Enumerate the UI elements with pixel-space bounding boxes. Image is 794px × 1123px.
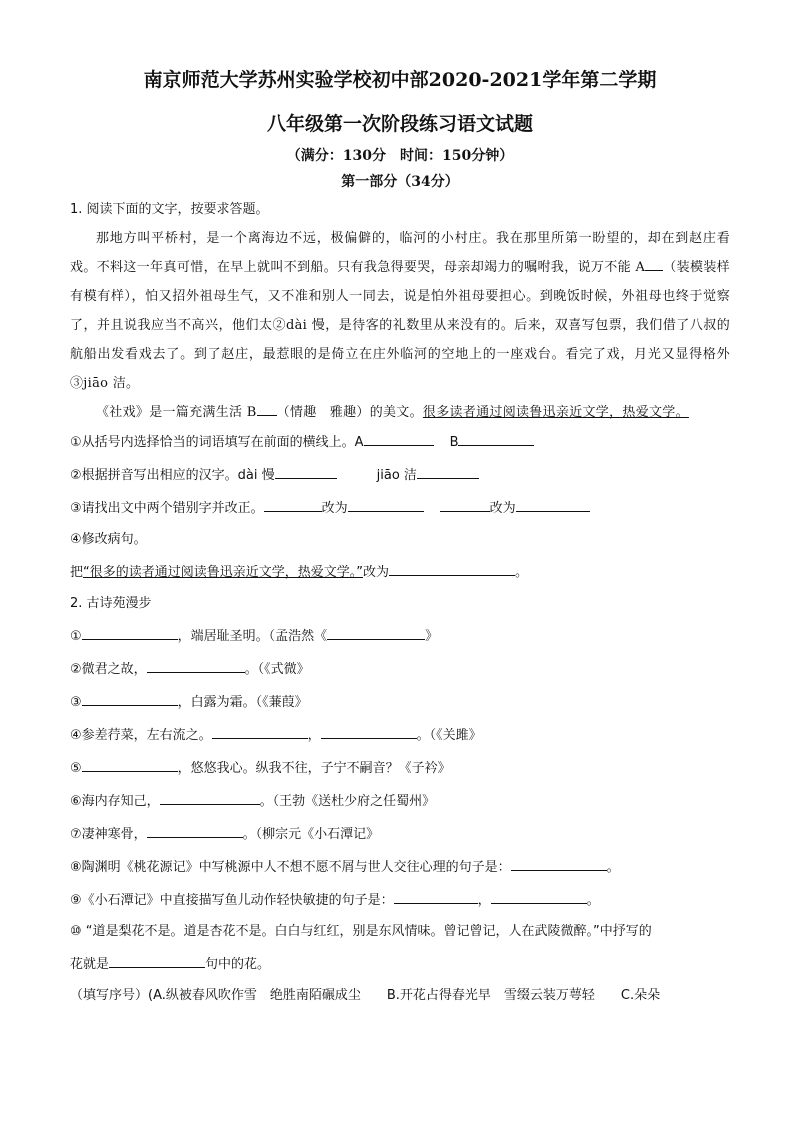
fix-1-blank[interactable] bbox=[348, 497, 424, 512]
q2-l10-text: ⑩ “道是梨花不是。道是杏花不是。白白与红红，别是东风情味。曾记曾记，人在武陵微醉。”中抒写的 bbox=[70, 924, 652, 939]
q1-sub3-prompt: ③请找出文中两个错别字并改正。 bbox=[70, 501, 264, 516]
q2-line-9 bbox=[70, 889, 730, 911]
q2-l1-text: ，端居耻圣明。（孟浩然《 bbox=[177, 629, 328, 644]
q2-l5-num: ⑤ bbox=[70, 761, 82, 776]
question-2-stem: 2. 古诗苑漫步 bbox=[70, 596, 152, 611]
q2-l2-text: ②微君之故， bbox=[70, 662, 147, 677]
q2-l4-text: ④参差荇菜，左右流之。 bbox=[70, 728, 212, 743]
q2-l9-comma: ， bbox=[477, 893, 491, 908]
q2-l3-text: ，白露为霜。（《蒹葭》 bbox=[177, 695, 308, 710]
q2-l10-prefix: 花就是 bbox=[70, 957, 110, 972]
q1-sub1 bbox=[70, 431, 730, 453]
exam-page bbox=[70, 66, 744, 1006]
q2-l6-source: 。（王勃《送杜少府之任蜀州》 bbox=[259, 794, 436, 809]
q2-l8-end: 。 bbox=[606, 860, 620, 875]
passage-text-d: （情趣 雅趣）的美文。 bbox=[276, 405, 423, 420]
q2-l3-num: ③ bbox=[70, 695, 82, 710]
q2-line-10 bbox=[70, 922, 730, 942]
q2-l7-blank[interactable] bbox=[147, 823, 243, 838]
revised-sentence-blank[interactable] bbox=[389, 561, 515, 576]
q2-l5-blank[interactable] bbox=[82, 757, 178, 772]
question-1-stem: 1. 阅读下面的文字，按要求答题。 bbox=[70, 202, 269, 217]
answer-b-blank[interactable] bbox=[458, 431, 534, 446]
part-heading: 第一部分（34分） bbox=[341, 174, 459, 190]
q2-l1-title-blank[interactable] bbox=[327, 625, 425, 640]
q2-l7-text: ⑦凄神寒骨， bbox=[70, 827, 147, 842]
q1-sub5 bbox=[70, 561, 730, 583]
q1-sub3-change-2: 改为 bbox=[489, 501, 516, 516]
q1-sub5-prefix: 把 bbox=[70, 565, 84, 580]
q2-l4-source: 。（《关雎》 bbox=[416, 728, 482, 743]
q2-l4-blank-2[interactable] bbox=[321, 724, 417, 739]
q2-l8-text: ⑧陶渊明《桃花源记》中写桃源中人不想不愿不屑与世人交往心理的句子是： bbox=[70, 860, 511, 875]
answer-a-blank[interactable] bbox=[364, 431, 434, 446]
q2-l5-text: ，悠悠我心。纵我不往，子宁不嗣音？《子衿》 bbox=[177, 761, 451, 776]
q1-sub4: ④修改病句。 bbox=[70, 532, 147, 547]
answer-jiao-blank[interactable] bbox=[417, 464, 479, 479]
q2-l2-source: 。（《式微》 bbox=[244, 662, 310, 677]
typo-2-blank[interactable] bbox=[440, 497, 490, 512]
q2-l6-text: ⑥海内存知己， bbox=[70, 794, 160, 809]
q2-line-1 bbox=[70, 625, 730, 647]
q1-sub5-quote: “很多的读者通过阅读鲁迅亲近文学，热爱文学。” bbox=[83, 565, 363, 580]
q2-l9-text: ⑨《小石潭记》中直接描写鱼儿动作轻快敏捷的句子是： bbox=[70, 893, 394, 908]
q2-l9-end: 。 bbox=[586, 893, 600, 908]
q1-sub5-end: 。 bbox=[515, 565, 529, 580]
q2-l10-blank[interactable] bbox=[109, 953, 205, 968]
q2-line-11: （填写序号）(A.纵被春风吹作雪 绝胜南陌碾成尘 B.开花占得春光早 雪缀云装万萼轻 C.朵朵 bbox=[70, 988, 661, 1003]
q1-sub3-change-1: 改为 bbox=[321, 501, 348, 516]
passage-paragraph-1 bbox=[70, 224, 744, 398]
q2-l2-blank[interactable] bbox=[147, 658, 245, 673]
q2-l3-blank[interactable] bbox=[82, 691, 178, 706]
q2-line-10b bbox=[70, 953, 730, 975]
q1-sub1-prompt: ①从括号内选择恰当的词语填写在前面的横线上。A bbox=[70, 435, 364, 450]
q2-line-3 bbox=[70, 691, 730, 713]
q2-line-5 bbox=[70, 757, 730, 779]
q2-l4-blank-1[interactable] bbox=[212, 724, 308, 739]
q1-sub3 bbox=[70, 497, 730, 519]
q2-l9-blank-2[interactable] bbox=[491, 889, 587, 904]
q1-sub5-change: 改为 bbox=[363, 565, 390, 580]
typo-1-blank[interactable] bbox=[264, 497, 322, 512]
q2-line-6 bbox=[70, 790, 730, 812]
passage-text-a: 那地方叫平桥村，是一个离海边不远，极偏僻的，临河的小村庄。我在那里所第一盼望的，却在到赵庄看戏。不料这一年真可惜，在早上就叫不到船。只有我急得要哭，母亲却竭力的嘱咐我，说万不能 A bbox=[70, 231, 730, 275]
blank-b-inline[interactable] bbox=[257, 401, 277, 416]
q2-line-2 bbox=[70, 658, 730, 680]
fix-2-blank[interactable] bbox=[516, 497, 590, 512]
q1-sub2-prompt: ②根据拼音写出相应的汉字。dài 慢 bbox=[70, 468, 275, 483]
q2-l4-comma: ， bbox=[307, 728, 321, 743]
q2-l10-suffix: 句中的花。 bbox=[205, 957, 271, 972]
flawed-sentence: 很多读者通过阅读鲁迅亲近文学，热爱文学。 bbox=[422, 405, 689, 420]
q2-l6-blank[interactable] bbox=[160, 790, 260, 805]
passage-text-b: （装模装样 有模有样），怕又招外祖母生气，又不准和别人一同去，说是怕外祖母要担心。到晚饭时候，外祖母也终于觉察了，并且说我应当不高兴，他们太②dài 慢，是待客的礼数里从来没有的。后来，双喜写包票，我们借了八叔的航船出发看戏去了。到了赵庄，最惹眼的是倚立在庄外临河的空地上的一座戏台。看完了戏，月光又显得格外③jiāo 洁。 bbox=[70, 260, 744, 391]
q2-line-8 bbox=[70, 856, 730, 878]
q2-l9-blank-1[interactable] bbox=[394, 889, 478, 904]
q1-sub2 bbox=[70, 464, 730, 486]
passage-paragraph-2 bbox=[70, 398, 730, 427]
blank-a-inline[interactable] bbox=[645, 256, 663, 271]
q2-l1-num: ① bbox=[70, 629, 82, 644]
q2-l8-blank[interactable] bbox=[511, 856, 607, 871]
q1-sub1-b-label: B bbox=[449, 435, 459, 450]
passage-text-c: 《社戏》是一篇充满生活 B bbox=[96, 405, 257, 420]
q2-l1-blank[interactable] bbox=[82, 625, 178, 640]
q2-line-4 bbox=[70, 724, 730, 746]
q2-l7-source: 。（柳宗元《小石潭记》 bbox=[242, 827, 380, 842]
q2-line-7 bbox=[70, 823, 730, 845]
q2-l1-end: 》 bbox=[425, 629, 439, 644]
exam-title: 南京师范大学苏州实验学校初中部2020-2021学年第二学期 bbox=[143, 69, 657, 91]
score-time-info: （满分：130分 时间：150分钟） bbox=[286, 148, 514, 164]
q1-sub2-jiao-label: jiāo 洁 bbox=[376, 468, 417, 483]
answer-dai-blank[interactable] bbox=[275, 464, 337, 479]
exam-subtitle: 八年级第一次阶段练习语文试题 bbox=[266, 113, 533, 135]
reading-passage bbox=[70, 224, 744, 427]
